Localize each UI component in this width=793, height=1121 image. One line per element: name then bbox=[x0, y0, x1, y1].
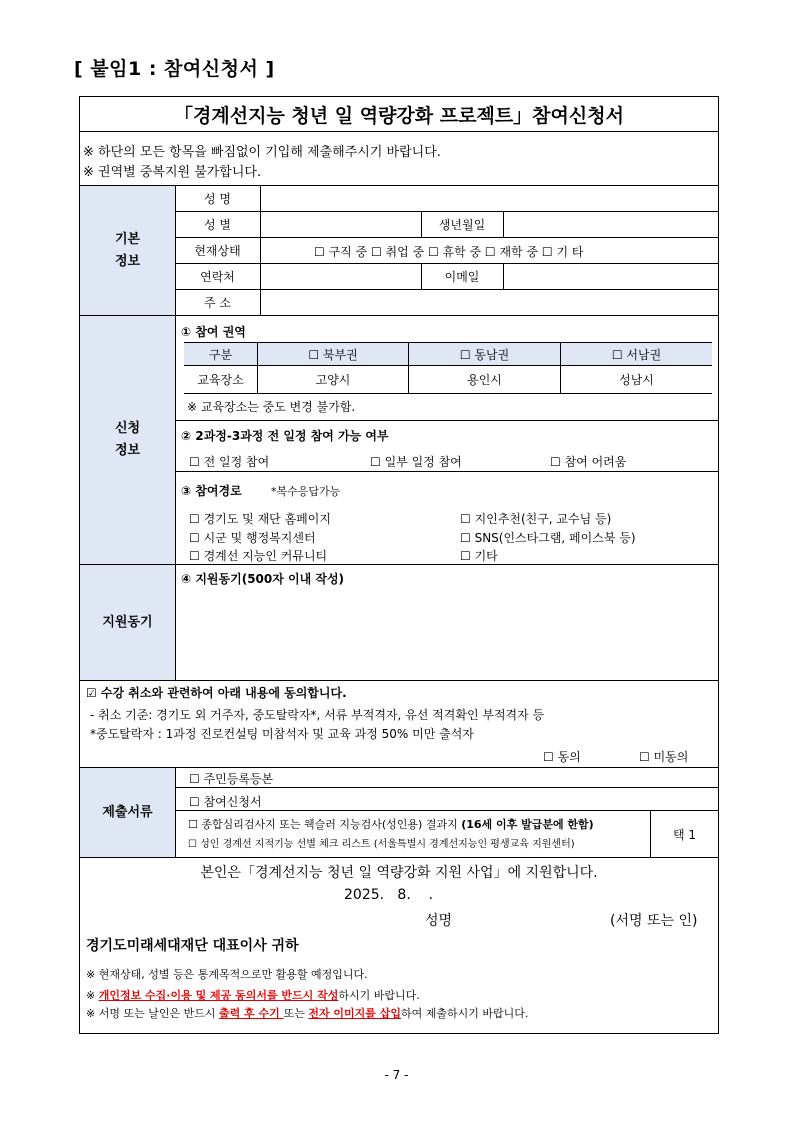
divider bbox=[560, 342, 561, 393]
label-status: 현재상태 bbox=[194, 243, 241, 258]
q3-subtitle: *복수응답가능 bbox=[271, 485, 341, 498]
divider bbox=[175, 810, 718, 811]
label-gender: 성 별 bbox=[204, 217, 231, 232]
section-basic-info: 기본 정보 bbox=[80, 186, 175, 315]
q3-option-welfare-center[interactable]: ☐ 시군 및 행정복지센터 bbox=[189, 531, 316, 545]
contact-field[interactable] bbox=[261, 264, 421, 289]
divider bbox=[175, 420, 718, 421]
q3-title: ③ 참여경로 bbox=[181, 484, 242, 498]
place-yongin: 용인시 bbox=[467, 372, 502, 387]
note-required: ※ 하단의 모든 항목을 빠짐없이 기입해 제출해주시기 바랍니다. bbox=[83, 145, 441, 160]
divider bbox=[80, 680, 718, 681]
divider bbox=[175, 787, 718, 788]
divider bbox=[80, 564, 718, 565]
q3-option-community[interactable]: ☐ 경계선 지능인 커뮤니티 bbox=[189, 549, 328, 563]
address-field[interactable] bbox=[261, 290, 718, 315]
motive-title: ④ 지원동기(500자 이내 작성) bbox=[181, 572, 345, 586]
note-statistics: ※ 현재상태, 성별 등은 통계목적으로만 활용할 예정입니다. bbox=[86, 968, 368, 981]
motive-textarea[interactable] bbox=[176, 587, 718, 679]
doc-psych-test[interactable]: ☐ 종합심리검사지 또는 웩슬러 지능검사(성인용) 결과지 (16세 이후 발급분에 한함) bbox=[188, 818, 594, 831]
q2-option-partial[interactable]: ☐ 일부 일정 참여 bbox=[370, 455, 462, 469]
q3-option-other[interactable]: ☐ 기타 bbox=[460, 549, 498, 563]
place-goyang: 고양시 bbox=[315, 372, 351, 387]
divider bbox=[184, 393, 712, 394]
gender-field[interactable] bbox=[261, 212, 421, 237]
label-address: 주 소 bbox=[204, 295, 231, 310]
q3-option-sns[interactable]: ☐ SNS(인스타그램, 페이스북 등) bbox=[460, 531, 636, 545]
section-motive: 지원동기 bbox=[80, 565, 175, 680]
q1-title: ① 참여 권역 bbox=[181, 325, 246, 339]
q3-option-homepage[interactable]: ☐ 경기도 및 재단 홈페이지 bbox=[189, 512, 331, 526]
consent-title[interactable]: ☑ 수강 취소와 관련하여 아래 내용에 동의합니다. bbox=[86, 686, 347, 700]
section-apply-info: 신청 정보 bbox=[80, 316, 175, 564]
sign-hint: (서명 또는 인) bbox=[610, 913, 698, 929]
sign-label: 성명 bbox=[425, 913, 453, 929]
label-contact: 연락처 bbox=[200, 269, 235, 284]
doc-borderline-checklist[interactable]: ☐ 성인 경계선 지적기능 선별 체크 리스트 (서울특별시 경계선지능인 평생교육 지원센터) bbox=[188, 839, 575, 850]
email-field[interactable] bbox=[504, 264, 718, 289]
consent-dropout-definition: *중도탈락자 : 1과정 진로컨설팅 미참석자 및 교육 과정 50% 미만 출석자 bbox=[90, 727, 474, 741]
region-north[interactable]: ☐ 북부권 bbox=[258, 343, 408, 365]
application-form bbox=[79, 96, 719, 1034]
consent-agree[interactable]: ☐ 동의 bbox=[543, 750, 581, 764]
consent-disagree[interactable]: ☐ 미동의 bbox=[639, 750, 689, 764]
divider bbox=[175, 471, 718, 472]
label-birth: 생년월일 bbox=[438, 217, 486, 232]
label-name: 성 명 bbox=[204, 191, 231, 206]
q3-option-referral[interactable]: ☐ 지인추천(친구, 교수님 등) bbox=[460, 512, 612, 526]
page-number: - 7 - bbox=[384, 1068, 409, 1082]
choose-one: 택 1 bbox=[672, 827, 697, 842]
divider bbox=[408, 342, 409, 393]
q2-title: ② 2과정-3과정 전 일정 참여 가능 여부 bbox=[181, 429, 389, 443]
status-options[interactable]: ☐ 구직 중 ☐ 취업 중 ☐ 휴학 중 ☐ 재학 중 ☐ 기 타 bbox=[314, 245, 584, 259]
divider bbox=[175, 767, 176, 857]
q2-option-difficult[interactable]: ☐ 참여 어려움 bbox=[550, 455, 627, 469]
divider bbox=[80, 857, 718, 858]
note-signature: ※ 서명 또는 날인은 반드시 출력 후 수기 또는 전자 이미지를 삽입하여 제출하시기 바랍니다. bbox=[86, 1007, 529, 1020]
section-documents: 제출서류 bbox=[80, 768, 175, 857]
note-no-duplicate: ※ 권역별 중복지원 불가합니다. bbox=[83, 165, 262, 180]
note-privacy-consent: ※ 개인정보 수집·이용 및 제공 동의서를 반드시 작성하시기 바랍니다. bbox=[86, 989, 420, 1002]
divider bbox=[80, 131, 718, 132]
consent-cancel-criteria: - 취소 기준: 경기도 외 거주자, 중도탈락자*, 서류 부적격자, 유선 적격확인 부적격자 등 bbox=[90, 708, 545, 722]
place-label: 교육장소 bbox=[197, 372, 244, 387]
declaration: 본인은「경계선지능 청년 일 역량강화 지원 사업」에 지원합니다. bbox=[200, 865, 598, 881]
form-title: 「경계선지능 청년 일 역량강화 프로젝트」참여신청서 bbox=[174, 105, 624, 127]
q2-option-all[interactable]: ☐ 전 일정 참여 bbox=[189, 455, 270, 469]
place-note: ※ 교육장소는 중도 변경 불가함. bbox=[187, 400, 356, 414]
region-southwest[interactable]: ☐ 서남권 bbox=[561, 343, 712, 365]
date: 2025. 8. . bbox=[344, 887, 434, 903]
region-southeast[interactable]: ☐ 동남권 bbox=[409, 343, 560, 365]
addressee: 경기도미래세대재단 대표이사 귀하 bbox=[86, 938, 299, 954]
attachment-title: [ 붙임1 : 참여신청서 ] bbox=[74, 58, 275, 80]
divider bbox=[257, 342, 258, 393]
place-seongnam: 성남시 bbox=[619, 372, 654, 387]
region-header: 구분 bbox=[184, 343, 257, 365]
label-email: 이메일 bbox=[444, 269, 480, 284]
name-field[interactable] bbox=[261, 186, 718, 211]
birth-field[interactable] bbox=[504, 212, 718, 237]
doc-resident-registration[interactable]: ☐ 주민등록등본 bbox=[189, 772, 274, 786]
doc-application-form[interactable]: ☐ 참여신청서 bbox=[189, 795, 262, 809]
